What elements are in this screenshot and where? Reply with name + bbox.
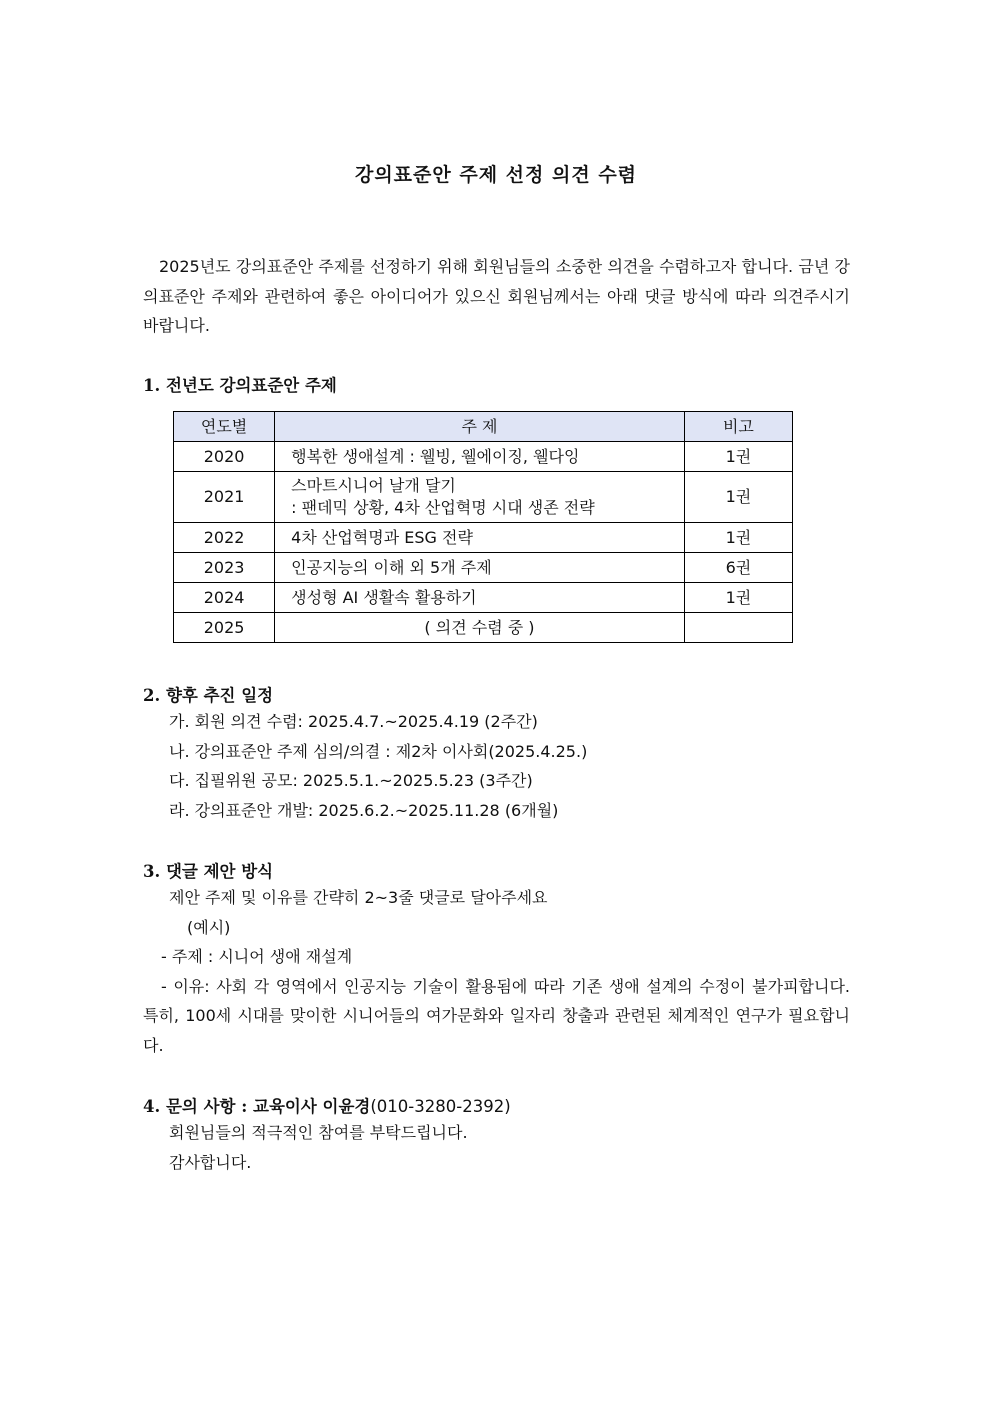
section2-heading: 2. 향후 추진 일정 <box>143 686 274 705</box>
previous-topics-table <box>173 411 793 643</box>
cell-year: 2021 <box>174 472 275 523</box>
cell-note: 1권 <box>684 472 792 523</box>
intro-text: 2025년도 강의표준안 주제를 선정하기 위해 회원님들의 소중한 의견을 수렴하고자 합니다. 금년 강의표준안 주제와 관련하여 좋은 아이디어가 있으신 회원님께서는 아래 댓글 방식에 따라 의견주시기 바랍니다. <box>143 257 850 335</box>
cell-note: 1권 <box>684 442 792 472</box>
table-row <box>174 442 793 472</box>
cell-year: 2024 <box>174 583 275 613</box>
inquiry-label: 4. 문의 사항 : 교육이사 이윤경 <box>143 1097 371 1116</box>
closing <box>143 1118 850 1177</box>
table-row <box>174 472 793 523</box>
cell-subject: 인공지능의 이해 외 5개 주제 <box>275 553 685 583</box>
table-row <box>174 583 793 613</box>
list-item: 라. 강의표준안 개발: 2025.6.2.~2025.11.28 (6개월) <box>169 800 559 820</box>
schedule-list <box>143 707 850 825</box>
header-year: 연도별 <box>174 412 275 442</box>
table-header-row <box>174 412 793 442</box>
cell-year: 2023 <box>174 553 275 583</box>
table-row <box>174 553 793 583</box>
comment-guide <box>143 883 850 1060</box>
cell-year: 2025 <box>174 613 275 643</box>
cell-subject: 생성형 AI 생활속 활용하기 <box>275 583 685 613</box>
intro-paragraph <box>143 252 850 341</box>
section3-heading: 3. 댓글 제안 방식 <box>143 862 274 881</box>
cell-subject: 4차 산업혁명과 ESG 전략 <box>275 523 685 553</box>
list-item: 다. 집필위원 공모: 2025.5.1.~2025.5.23 (3주간) <box>169 771 533 790</box>
instruction-text: 제안 주제 및 이유를 간략히 2~3줄 댓글로 달아주세요 <box>169 888 548 907</box>
list-item: 나. 강의표준안 주제 심의/의결 : 제2차 이사회(2025.4.25.) <box>169 741 588 761</box>
subject-line-1: 스마트시니어 날개 달기 <box>291 476 456 495</box>
contact-phone: (010-3280-2392) <box>370 1097 511 1116</box>
header-note: 비고 <box>684 412 792 442</box>
example-topic: - 주제 : 시니어 생애 재설계 <box>161 947 353 966</box>
table-row <box>174 523 793 553</box>
document-title: 강의표준안 주제 선정 의견 수렴 <box>354 164 638 186</box>
closing-thanks: 감사합니다. <box>169 1152 252 1172</box>
cell-subject: 행복한 생애설계 : 웰빙, 웰에이징, 웰다잉 <box>275 442 685 472</box>
section4-heading <box>143 1093 511 1117</box>
cell-note: 1권 <box>684 583 792 613</box>
cell-note <box>684 613 792 643</box>
cell-subject <box>275 472 685 523</box>
header-subject: 주 제 <box>275 412 685 442</box>
cell-subject: ( 의견 수렴 중 ) <box>275 613 685 643</box>
section1-heading: 1. 전년도 강의표준안 주제 <box>143 376 337 395</box>
cell-note: 1권 <box>684 523 792 553</box>
example-label: (예시) <box>187 917 231 937</box>
example-reason: - 이유: 사회 각 영역에서 인공지능 기술이 활용됨에 따라 기존 생애 설계의 수정이 불가피합니다. 특히, 100세 시대를 맞이한 시니어들의 여가문화와 일자리 창출과 관련된 체계적인 연구가 필요합니다. <box>143 976 850 1055</box>
subject-line-2: : 팬데믹 상황, 4차 산업혁명 시대 생존 전략 <box>291 498 595 517</box>
cell-year: 2020 <box>174 442 275 472</box>
list-item: 가. 회원 의견 수렴: 2025.4.7.~2025.4.19 (2주간) <box>169 712 538 731</box>
table-row <box>174 613 793 643</box>
closing-request: 회원님들의 적극적인 참여를 부탁드립니다. <box>169 1123 468 1142</box>
cell-note: 6권 <box>684 553 792 583</box>
cell-year: 2022 <box>174 523 275 553</box>
